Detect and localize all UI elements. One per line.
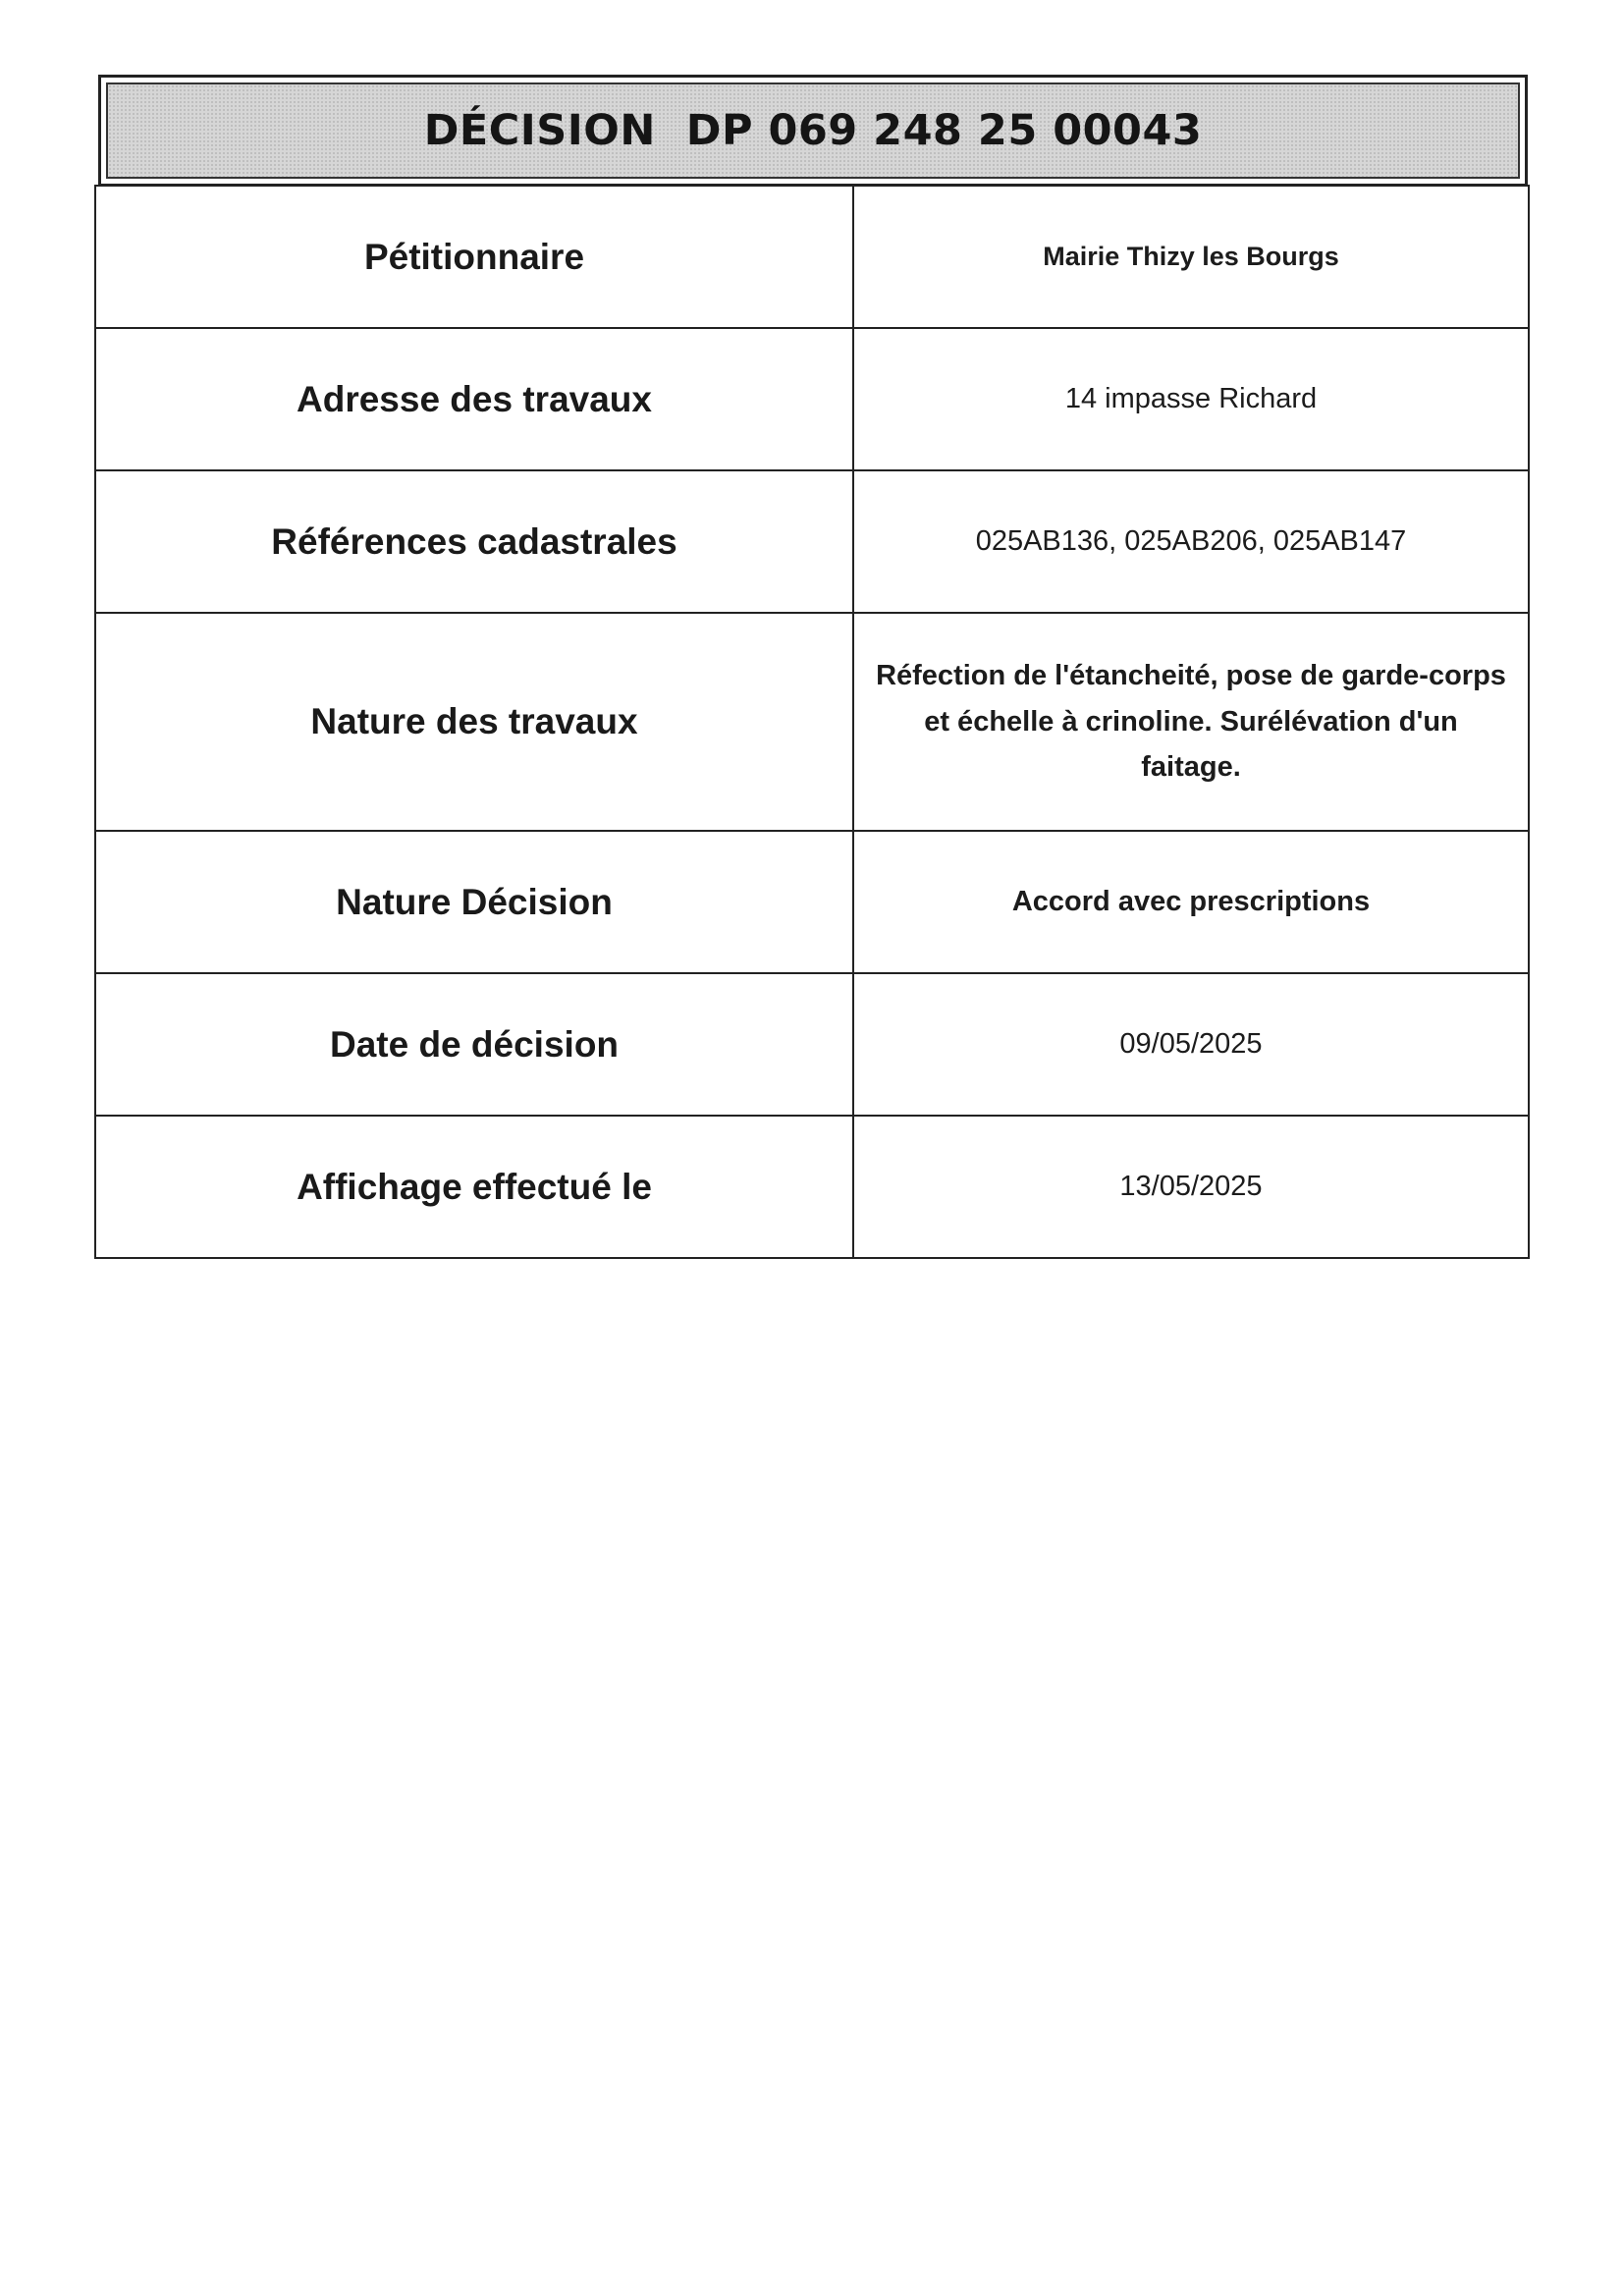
row-value: Mairie Thizy les Bourgs — [853, 186, 1529, 328]
row-label: Nature Décision — [95, 831, 853, 973]
table-row-nature-decision — [95, 831, 1529, 973]
table-row-adresse — [95, 328, 1529, 470]
row-value: 025AB136, 025AB206, 025AB147 — [853, 470, 1529, 613]
table-row-references — [95, 470, 1529, 613]
decision-title: DÉCISION DP 069 248 25 00043 — [423, 106, 1203, 155]
table-row-date-decision — [95, 973, 1529, 1116]
table-row-nature-travaux — [95, 613, 1529, 831]
table-row-affichage — [95, 1116, 1529, 1258]
title-banner — [106, 82, 1520, 179]
row-label: Date de décision — [95, 973, 853, 1116]
row-value: 09/05/2025 — [853, 973, 1529, 1116]
table-row-petitionnaire — [95, 186, 1529, 328]
row-label: Affichage effectué le — [95, 1116, 853, 1258]
row-label: Pétitionnaire — [95, 186, 853, 328]
row-value: 14 impasse Richard — [853, 328, 1529, 470]
row-label: Références cadastrales — [95, 470, 853, 613]
decision-document — [94, 75, 1530, 1259]
title-box — [98, 75, 1528, 187]
row-value: 13/05/2025 — [853, 1116, 1529, 1258]
row-value: Réfection de l'étancheité, pose de garde-corps et échelle à crinoline. Surélévation d'un faitage. — [853, 613, 1529, 831]
decision-table — [94, 185, 1530, 1259]
row-label: Adresse des travaux — [95, 328, 853, 470]
row-value: Accord avec prescriptions — [853, 831, 1529, 973]
row-label: Nature des travaux — [95, 613, 853, 831]
